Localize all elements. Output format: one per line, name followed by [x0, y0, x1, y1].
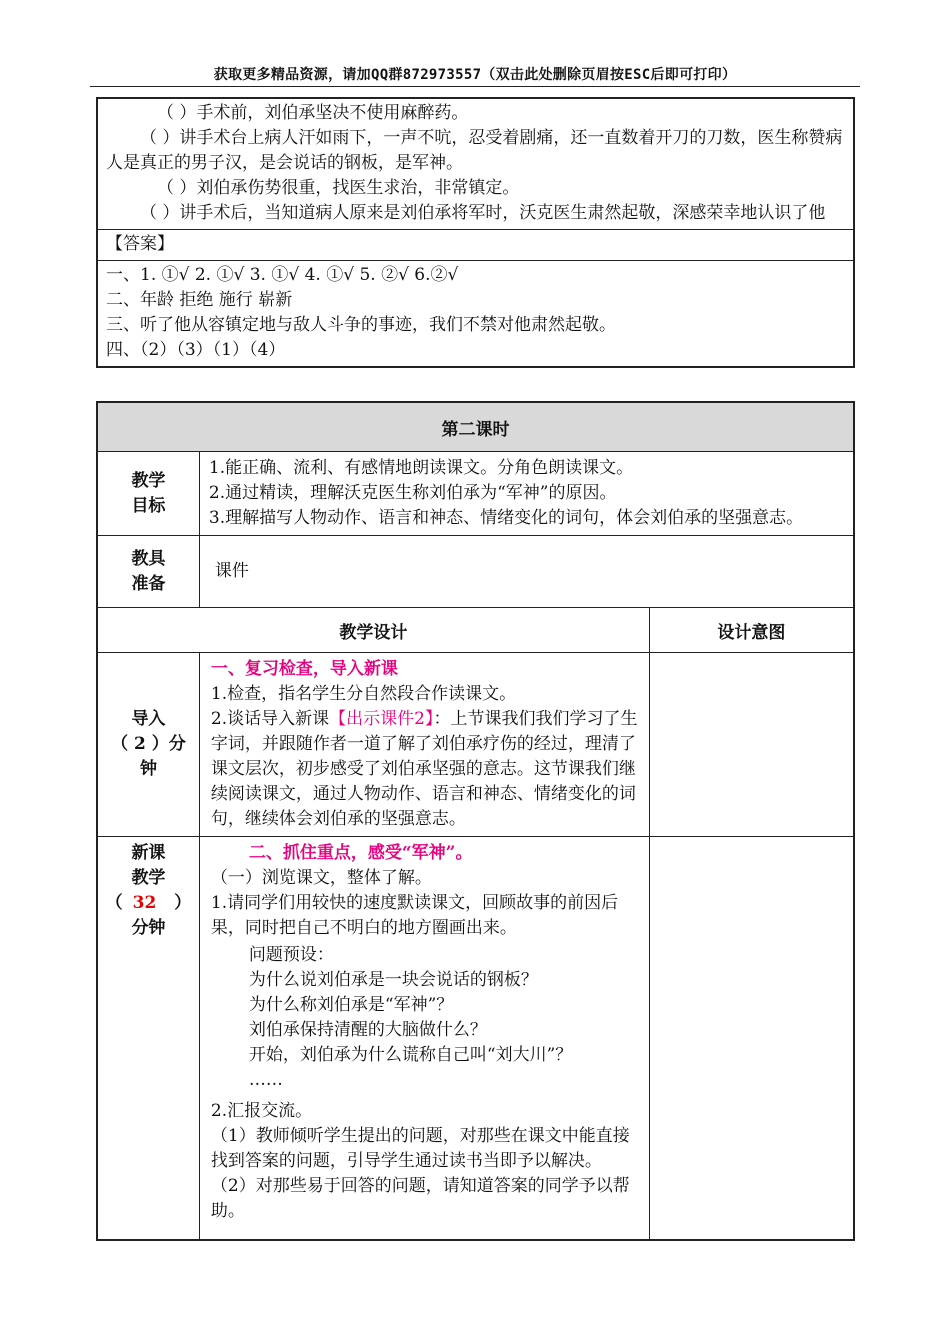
intro-line-1: 1.检查，指名学生分自然段合作读课文。	[210, 684, 517, 704]
prep-label	[97, 536, 199, 608]
courseware-tag: 【出示课件2】	[329, 709, 434, 729]
new-label-4: 分钟	[131, 918, 166, 938]
question-item: ……	[248, 1070, 283, 1090]
intro-content	[199, 653, 649, 837]
answer-heading: 【答案】	[106, 234, 174, 254]
duration-value: 32	[132, 893, 157, 913]
new-intent	[649, 837, 854, 1240]
exercise-line-1: （ ）手术前，刘伯承坚决不使用麻醉药。	[157, 103, 469, 123]
exercise-line-3: （ ）刘伯承伤势很重，找医生求治，非常镇定。	[157, 178, 520, 198]
goal-item: 1.能正确、流利、有感情地朗读课文。分角色朗读课文。	[208, 458, 634, 478]
question-item: 问题预设：	[248, 945, 334, 965]
prep-value: 课件	[199, 536, 854, 608]
answer-cell	[98, 261, 853, 366]
new-label-3a: （	[105, 893, 123, 913]
design-header: 教学设计	[97, 608, 649, 653]
intro-line-2	[211, 707, 643, 832]
lesson-title: 第二课时	[97, 402, 854, 452]
header-rule	[90, 86, 860, 87]
intro-line-2-c: ：上节课我们我们学习了生字词，并跟随作者一道了解了刘伯承疗伤的经过，理清了课文层次，初步感受了刘伯承坚强的意志。这节课我们继续阅读课文，通过人物动作、语言和神态、情绪变化的词句，继续体会刘伯承的坚强意志。	[210, 709, 638, 829]
goal-item: 3.理解描写人物动作、语言和神态、情绪变化的词句，体会刘伯承的坚强意志。	[208, 508, 804, 528]
new-heading: 二、抓住重点，感受“军神”。	[248, 843, 473, 863]
new-label-1: 新课	[131, 843, 166, 863]
lesson-table	[96, 401, 855, 1241]
question-item: 刘伯承保持清醒的大脑做什么？	[248, 1020, 487, 1040]
new-label-2: 教学	[131, 868, 166, 888]
question-item: 为什么说刘伯承是一块会说话的钢板？	[248, 970, 538, 990]
new-p3: （1）教师倾听学生提出的问题，对那些在课文中能直接找到答案的问题，引导学生通过读书当即予以解决。	[210, 1126, 630, 1171]
page-header: 获取更多精品资源，请加QQ群872973557（双击此处删除页眉按ESC后即可打印）	[213, 67, 737, 83]
goals-label-1: 教学	[131, 470, 166, 491]
exercise-table	[96, 97, 855, 368]
new-content	[199, 837, 649, 1240]
exercise-line-2: （ ）讲手术台上病人汗如雨下，一声不吭，忍受着剧痛，还一直数着开刀的刀数，医生称赞病人是真正的男子汉，是会说话的钢板，是军神。	[106, 128, 843, 173]
intro-heading: 一、复习检查，导入新课	[210, 659, 398, 679]
answer-line-1: 一、1. ①√ 2. ①√ 3. ①√ 4. ①√ 5. ②√ 6.②√	[106, 265, 459, 285]
answer-line-4: 四、（2）（3）（1）（4）	[106, 340, 286, 360]
prep-label-1: 教具	[131, 548, 166, 569]
goals-content	[199, 452, 854, 536]
intro-label-3: 钟	[139, 759, 157, 779]
question-item: 开始，刘伯承为什么谎称自己叫“刘大川”？	[248, 1045, 573, 1065]
prep-label-2: 准备	[131, 573, 166, 594]
answer-line-3: 三、听了他从容镇定地与敌人斗争的事迹，我们不禁对他肃然起敬。	[106, 315, 616, 335]
intro-line-2-a: 2.谈话导入新课	[210, 709, 330, 729]
intent-header: 设计意图	[649, 608, 854, 653]
new-label	[97, 837, 199, 1240]
exercise-cell	[98, 99, 853, 230]
new-p1: 1.请同学们用较快的速度默读课文，回顾故事的前因后果，同时把自己不明白的地方圈画出来。	[210, 893, 619, 938]
goals-label	[97, 452, 199, 536]
answer-heading-row	[98, 230, 853, 261]
intro-label	[97, 653, 199, 837]
new-p4: （2）对那些易于回答的问题，请知道答案的同学予以帮助。	[210, 1176, 630, 1221]
exercise-line-4: （ ）讲手术后，当知道病人原来是刘伯承将军时，沃克医生肃然起敬，深感荣幸地认识了他	[140, 203, 826, 223]
answer-line-2: 二、年龄 拒绝 施行 崭新	[106, 290, 293, 310]
new-p2: 2.汇报交流。	[210, 1101, 313, 1121]
intro-label-1: 导入	[131, 709, 166, 729]
goals-label-2: 目标	[131, 495, 166, 516]
question-item: 为什么称刘伯承是“军神”？	[248, 995, 454, 1015]
new-sub-1: （一）浏览课文，整体了解。	[210, 868, 432, 888]
new-label-3	[98, 891, 199, 916]
intro-intent	[649, 653, 854, 837]
new-label-3c: ）	[174, 893, 192, 913]
goal-item: 2.通过精读，理解沃克医生称刘伯承为“军神”的原因。	[208, 483, 617, 503]
intro-label-2: （ 2 ）分	[111, 734, 186, 754]
